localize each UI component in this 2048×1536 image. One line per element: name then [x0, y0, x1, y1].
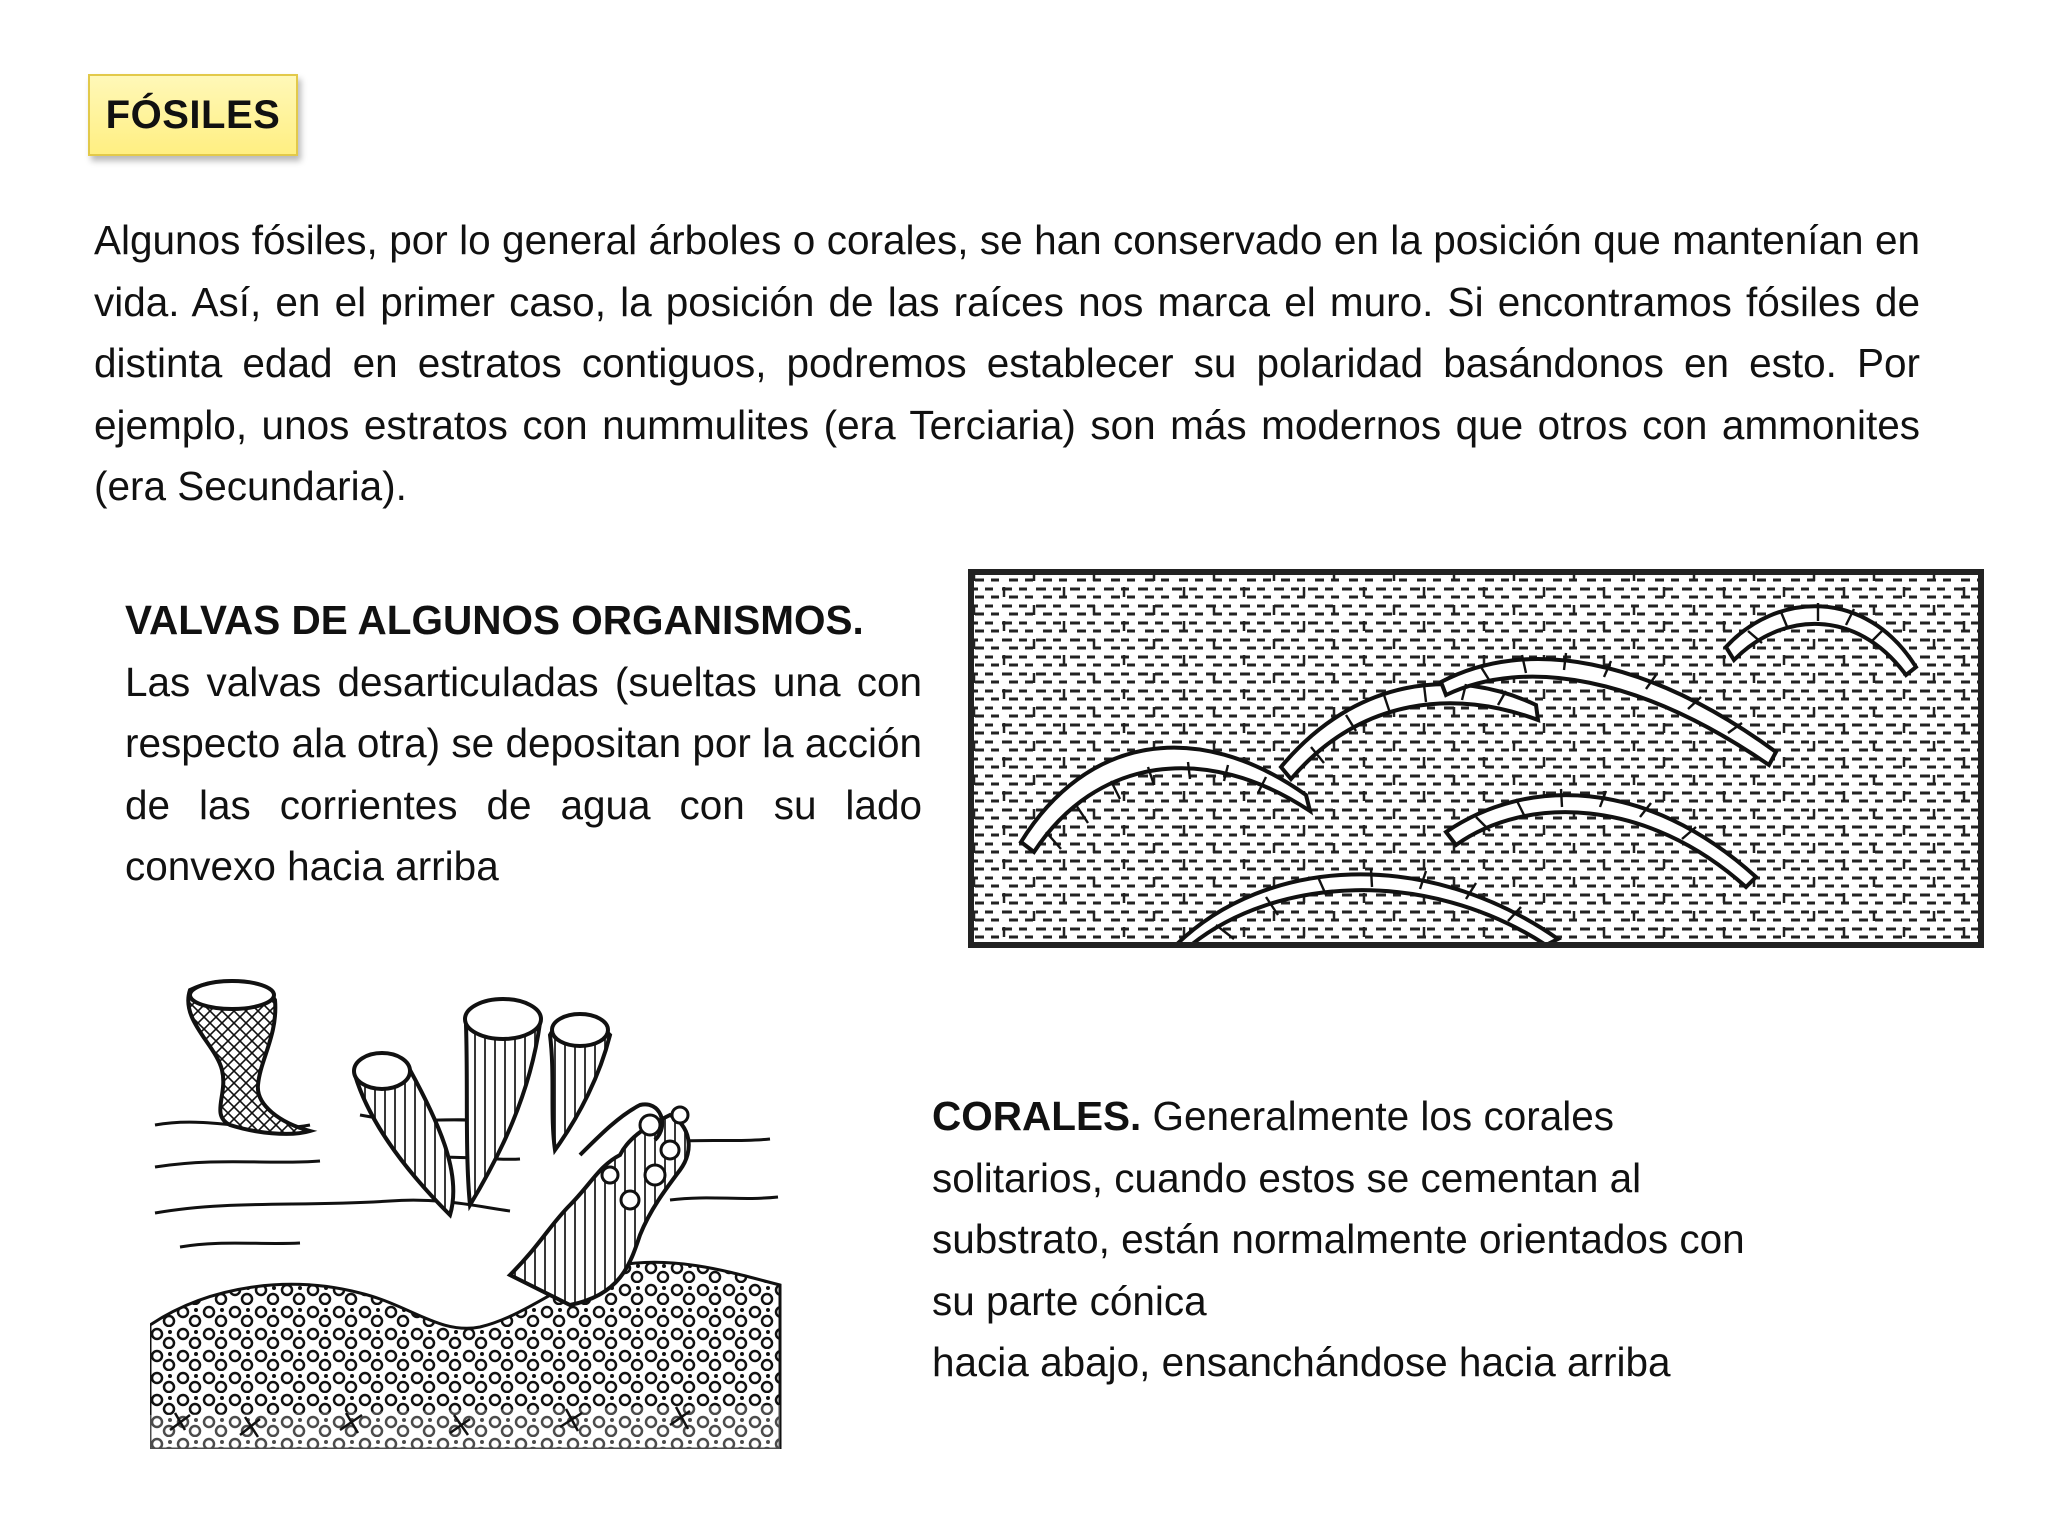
corales-heading: CORALES. — [932, 1093, 1142, 1139]
corales-line-4: su parte cónica — [932, 1277, 1207, 1324]
corales-text-1: Generalmente los corales — [1141, 1093, 1614, 1139]
valvas-body: Las valvas desarticuladas (sueltas una con respecto ala otra) se depositan por la acción de las corrientes de agua con su lado convexo hacia arriba — [125, 658, 922, 889]
corales-section — [932, 1086, 1972, 1394]
intro-paragraph: Algunos fósiles, por lo general árboles o corales, se han conservado en la posición que mantenían en vida. Así, en el primer caso, la posición de las raíces nos marca el muro. Si encontramos fósiles de distinta edad en estratos contiguos, podremos establecer su polaridad basándonos en esto. Por ejemplo, unos estratos con nummulites (era Terciaria) son más modernos que otros con ammonites (era Secundaria). — [94, 217, 1920, 509]
valves-illustration — [966, 567, 1986, 950]
corales-line-2: solitarios, cuando estos se cementan al — [932, 1154, 1642, 1201]
valvas-section — [125, 590, 922, 898]
corales-line-1 — [932, 1086, 1972, 1148]
corales-line-3: substrato, están normalmente orientados con — [932, 1216, 1745, 1262]
valvas-heading: VALVAS DE ALGUNOS ORGANISMOS. — [125, 597, 864, 643]
corales-line-5: hacia abajo, ensanchándose hacia arriba — [932, 1339, 1671, 1385]
slide-title: FÓSILES — [88, 74, 298, 156]
corals-illustration — [150, 975, 786, 1449]
